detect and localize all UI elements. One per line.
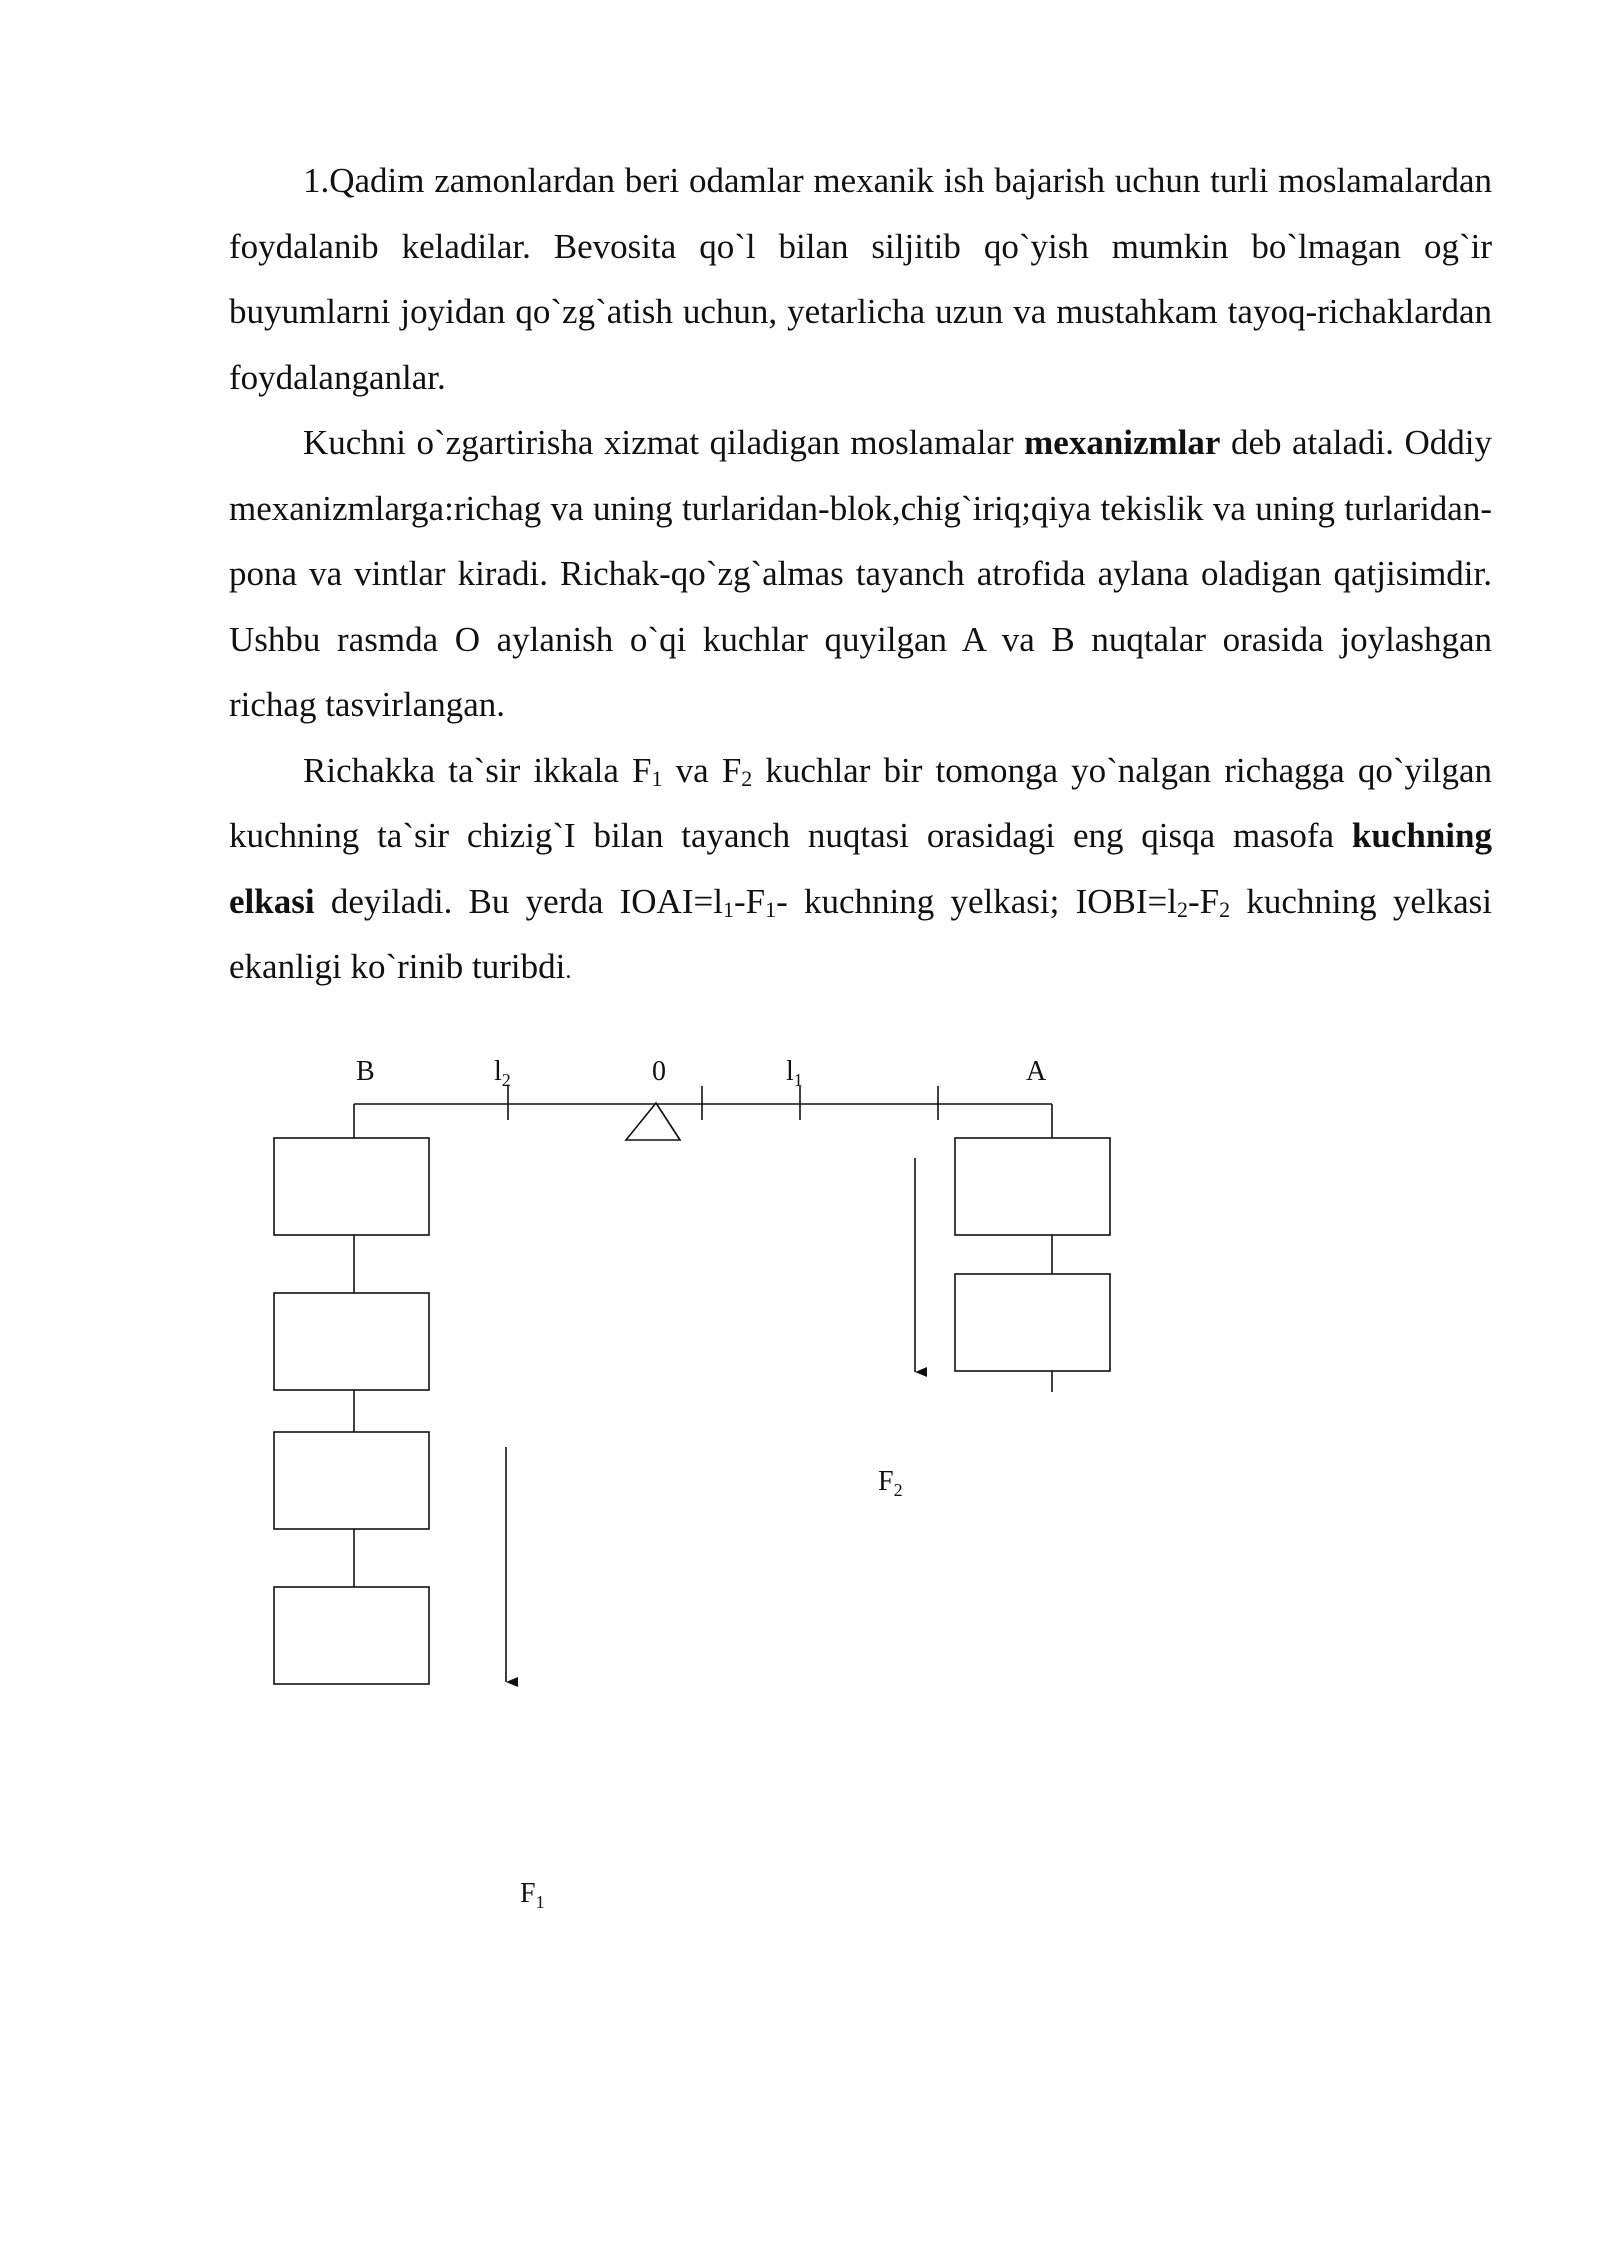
- left-weight-4: [274, 1587, 429, 1684]
- left-weight-1: [274, 1138, 429, 1235]
- subscript: 2: [741, 765, 753, 791]
- paragraph-1-text: 1.Qadim zamonlardan beri odamlar mexanik ish bajarish uchun turli moslamalardan foydalanib keladilar. Bevosita qo`l bilan siljitib qo`yish mumkin bo`lmagan og`ir buyumlarni joyidan qo`zg`atish uchun, yetarlicha uzun va mustahkam tayoq-richaklardan foydalanganlar.: [229, 161, 1492, 397]
- paragraph-3-text-g: -F: [1187, 881, 1220, 921]
- label-f1: $F_1$: [520, 1878, 545, 1912]
- paragraph-3-text-f: - kuchning yelkasi; IOBI=l: [776, 881, 1177, 921]
- term-mexanizmlar: mexanizmlar: [1024, 423, 1221, 462]
- label-l1: $l_1$: [786, 1056, 803, 1090]
- subscript: 1: [765, 896, 777, 922]
- fulcrum-slash: [656, 1103, 680, 1140]
- label-f2: $F_2$: [878, 1466, 903, 1500]
- subscript: 1: [722, 896, 734, 922]
- label-b: B: [356, 1056, 375, 1087]
- label-zero: 0: [652, 1056, 666, 1087]
- label-a: A: [1026, 1056, 1047, 1087]
- paragraph-3-text-e: -F: [733, 881, 766, 921]
- fulcrum-support: [626, 1103, 680, 1140]
- paragraph-3-text-d: deyiladi. Bu yerda IOAI=l: [314, 881, 723, 921]
- paragraph-3-text-h: kuchning yelkasi ekanligi ko`rinib turibdi: [229, 881, 1492, 986]
- paragraph-3-text-b: va F: [662, 750, 742, 790]
- subscript: 2: [1176, 896, 1188, 922]
- right-weight-1: [955, 1138, 1110, 1235]
- subscript: 2: [1219, 896, 1231, 922]
- term-kuchning-elkasi: kuchning elkasi: [229, 816, 1492, 921]
- paragraph-3-text-c: kuchlar bir tomonga yo`nalgan richagga qo`yilgan kuchning ta`sir chizig`I bilan tayanch nuqtasi orasidagi eng qisqa masofa: [229, 750, 1492, 855]
- left-weight-3: [274, 1432, 429, 1529]
- left-weight-2: [274, 1293, 429, 1390]
- label-l2: $l_2$: [494, 1056, 511, 1090]
- paragraph-3-period: .: [565, 958, 572, 984]
- paragraph-2-text-a: Kuchni o`zgartirisha xizmat qiladigan moslamalar: [303, 423, 1025, 462]
- right-weight-2: [955, 1274, 1110, 1371]
- paragraph-3-text-a: Richakka ta`sir ikkala F: [303, 750, 652, 790]
- subscript: 1: [651, 765, 663, 791]
- paragraph-2-text-b: deb ataladi. Oddiy mexanizmlarga:richag va uning turlaridan-blok,chig`iriq;qiya tekislik va uning turlaridan-pona va vintlar kiradi. Richak-qo`zg`almas tayanch atrofida aylana oladigan qatjisimdir. Ushbu rasmda O aylanish o`qi kuchlar quyilgan A va B nuqtalar orasida joylashgan richag tasvirlangan.: [229, 423, 1492, 724]
